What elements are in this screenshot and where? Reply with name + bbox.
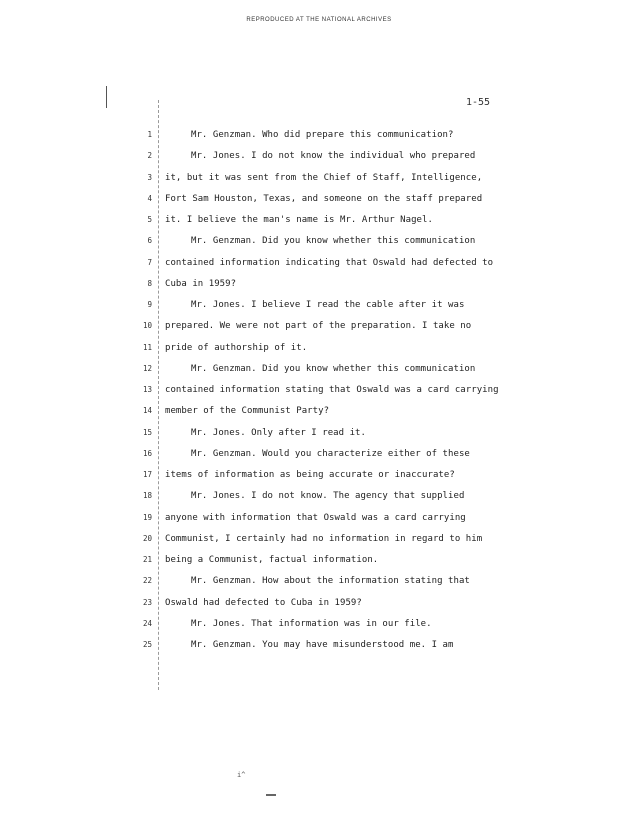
line-text: Mr. Jones. Only after I read it. <box>191 427 366 438</box>
line-number: 16 <box>142 448 152 458</box>
transcript-line <box>0 256 638 270</box>
line-text: Mr. Genzman. You may have misunderstood me. I am <box>191 640 454 650</box>
line-number: 17 <box>142 470 152 479</box>
footer-mark: i^ <box>237 771 246 779</box>
line-number: 22 <box>142 576 152 586</box>
line-text: Fort Sam Houston, Texas, and someone on the staff prepared <box>165 193 483 204</box>
line-number: 14 <box>142 406 152 416</box>
line-text: Mr. Genzman. How about the information stating that <box>191 576 470 587</box>
transcript-line <box>0 362 638 376</box>
line-text: Mr. Jones. I do not know the individual who prepared <box>191 151 476 162</box>
line-text: contained information stating that Oswald was a card carrying <box>165 385 499 395</box>
transcript-line <box>0 171 638 185</box>
transcript-line <box>0 596 638 610</box>
transcript-line <box>0 404 638 418</box>
line-number: 21 <box>142 555 152 564</box>
transcript-line <box>0 319 638 333</box>
line-text: Cuba in 1959? <box>165 278 237 289</box>
line-text: Oswald had defected to Cuba in 1959? <box>165 597 362 608</box>
transcript-line <box>0 234 638 248</box>
line-text: it. I believe the man's name is Mr. Arthur Nagel. <box>165 215 433 225</box>
transcript-line <box>0 511 638 525</box>
line-text: it, but it was sent from the Chief of Staff, Intelligence, <box>165 172 483 183</box>
line-number: 3 <box>147 172 152 182</box>
line-number: 4 <box>147 193 152 203</box>
page-number: 1-55 <box>466 97 491 108</box>
footer-dash <box>266 794 276 796</box>
transcript-line <box>0 341 638 355</box>
line-text: pride of authorship of it. <box>165 342 308 353</box>
line-number: 10 <box>142 321 152 331</box>
line-text: member of the Communist Party? <box>165 406 330 417</box>
line-number: 5 <box>147 215 152 224</box>
line-text: being a Communist, factual information. <box>165 555 379 565</box>
line-number: 13 <box>142 385 152 394</box>
transcript-line <box>0 213 638 227</box>
line-number: 2 <box>147 151 152 161</box>
line-number: 6 <box>147 236 152 246</box>
transcript-line <box>0 149 638 163</box>
line-number: 24 <box>142 618 152 628</box>
line-number: 15 <box>142 427 152 437</box>
line-text: Mr. Jones. I believe I read the cable after it was <box>191 300 465 310</box>
line-text: Mr. Genzman. Would you characterize either of these <box>191 448 470 459</box>
transcript-line <box>0 553 638 567</box>
line-text: Mr. Genzman. Did you know whether this communication <box>191 236 476 247</box>
transcript-line <box>0 447 638 461</box>
line-text: contained information indicating that Oswald had defected to <box>165 257 494 268</box>
transcript-line <box>0 383 638 397</box>
transcript-line <box>0 298 638 312</box>
line-number: 23 <box>142 597 152 607</box>
line-number: 8 <box>147 278 152 288</box>
transcript-line <box>0 638 638 652</box>
line-number: 12 <box>142 363 152 373</box>
transcript-line <box>0 532 638 546</box>
line-number: 18 <box>142 491 152 501</box>
transcript-line <box>0 617 638 631</box>
transcript-line <box>0 128 638 142</box>
margin-mark <box>106 86 107 108</box>
line-number: 20 <box>142 533 152 543</box>
line-text: Communist, I certainly had no information in regard to him <box>165 533 483 544</box>
transcript-line <box>0 468 638 482</box>
transcript-line <box>0 489 638 503</box>
line-text: anyone with information that Oswald was a card carrying <box>165 512 466 523</box>
line-text: Mr. Genzman. Who did prepare this communication? <box>191 130 454 140</box>
line-number: 25 <box>142 640 152 649</box>
line-text: Mr. Jones. That information was in our file. <box>191 618 432 629</box>
line-number: 7 <box>147 257 152 267</box>
archive-header: REPRODUCED AT THE NATIONAL ARCHIVES <box>246 17 392 23</box>
transcript-line <box>0 277 638 291</box>
line-text: Mr. Jones. I do not know. The agency that supplied <box>191 491 465 502</box>
line-number: 1 <box>147 130 152 139</box>
transcript-line <box>0 574 638 588</box>
line-text: prepared. We were not part of the preparation. I take no <box>165 321 472 332</box>
transcript-line <box>0 426 638 440</box>
transcript-line <box>0 192 638 206</box>
line-number: 11 <box>142 342 152 352</box>
line-number: 9 <box>147 300 152 309</box>
line-text: items of information as being accurate or inaccurate? <box>165 470 455 480</box>
line-number: 19 <box>142 512 152 522</box>
line-text: Mr. Genzman. Did you know whether this communication <box>191 363 476 374</box>
